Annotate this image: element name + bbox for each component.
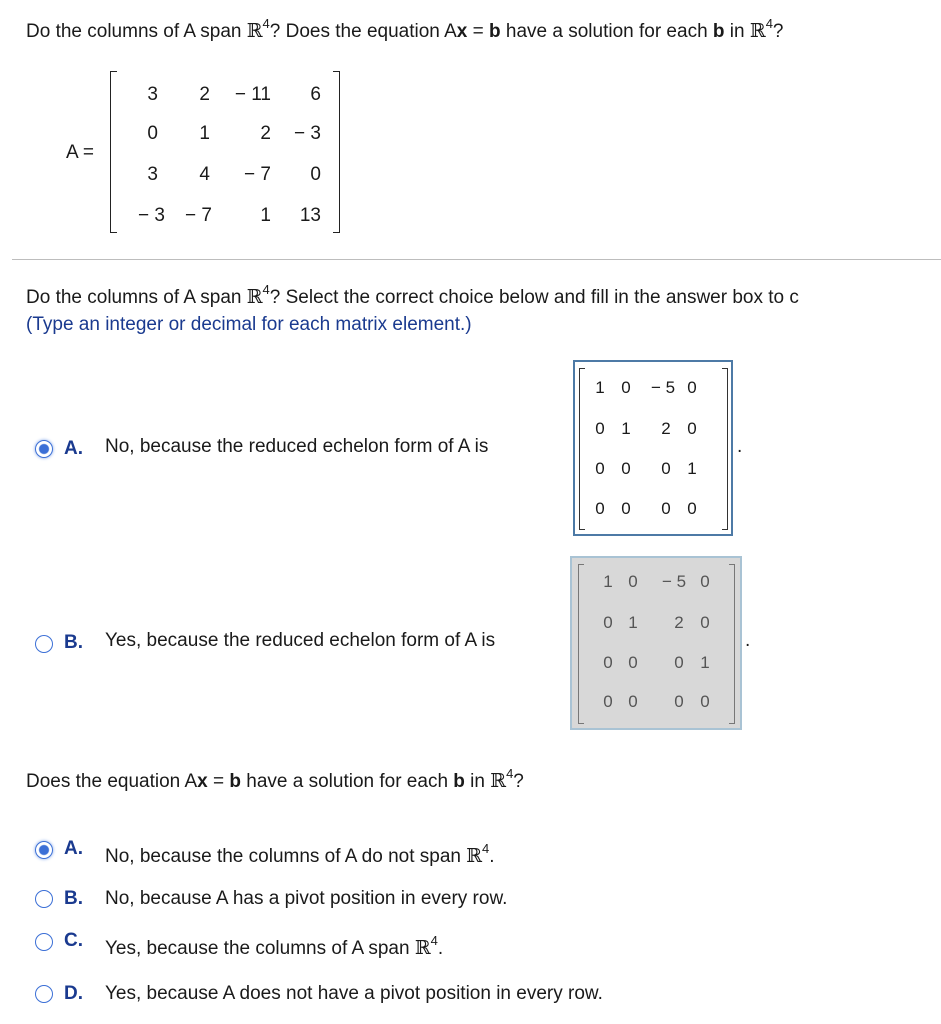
q1-option-b-matrix-box <box>570 556 742 730</box>
q1-option-a-period: . <box>737 436 743 457</box>
q1-a-right-bracket <box>722 368 728 530</box>
q1-b-cell-input[interactable]: 0 <box>674 692 684 711</box>
matrix-a-cell: − 3 <box>294 123 321 144</box>
q1-a-cell-input[interactable]: 2 <box>661 419 671 438</box>
q1-a-cell-input[interactable]: 0 <box>661 459 671 478</box>
q1-a-cell-input[interactable]: 0 <box>595 419 605 438</box>
matrix-a-cell: 4 <box>199 164 210 185</box>
q2-option-d-radio[interactable] <box>35 985 53 1003</box>
q1-a-cell-input[interactable]: 1 <box>687 459 697 478</box>
matrix-a-cell: 0 <box>147 123 158 144</box>
section-divider <box>12 259 941 260</box>
q2-option-c-radio[interactable] <box>35 933 53 951</box>
matrix-a-cell: − 7 <box>244 164 271 185</box>
matrix-a-cell: 1 <box>260 205 271 226</box>
q1-a-left-bracket <box>579 368 585 530</box>
q2-option-b-radio[interactable] <box>35 890 53 908</box>
q1-a-cell-input[interactable]: 1 <box>621 419 631 438</box>
matrix-a-cell: − 3 <box>138 205 165 226</box>
q2-prompt: Does the equation Ax = b have a solution for each b in ℝ$^4$? <box>26 766 524 792</box>
q1-a-cell-input[interactable]: 0 <box>621 459 631 478</box>
q1-option-b-text: Yes, because the reduced echelon form of A is <box>105 630 496 651</box>
q2-option-d-text: Yes, because A does not have a pivot position in every row. <box>105 983 603 1004</box>
matrix-a-cell: 13 <box>299 205 321 226</box>
q1-b-cell-input[interactable]: 1 <box>700 653 710 672</box>
q2-option-a-text: No, because the columns of A do not span ℝ$^4$. <box>105 841 495 867</box>
q1-option-a-text: No, because the reduced echelon form of A is <box>105 436 489 457</box>
matrix-a-cell: 2 <box>260 123 271 144</box>
matrix-a-left-bracket <box>110 71 117 233</box>
q1-b-cell-input[interactable]: 0 <box>700 613 710 632</box>
matrix-a-cell: 3 <box>147 84 158 105</box>
q1-a-cell-input[interactable]: 1 <box>595 378 605 397</box>
main-question: Do the columns of A span ℝ$^4$? Does the equation Ax = b have a solution for each b in ℝ$^4$? <box>26 16 784 42</box>
q1-option-a-letter: A. <box>64 438 83 459</box>
q1-b-cell-input[interactable]: 0 <box>603 692 613 711</box>
matrix-a-cell: 1 <box>199 123 210 144</box>
q1-b-cell-input[interactable]: 1 <box>628 613 638 632</box>
q2-option-a-radio[interactable] <box>35 841 53 859</box>
q1-a-cell-input[interactable]: 0 <box>661 499 671 518</box>
q1-option-b-radio[interactable] <box>35 635 53 653</box>
q1-b-cell-input[interactable]: 0 <box>700 692 710 711</box>
q1-b-cell-input[interactable]: 2 <box>674 613 684 632</box>
q1-b-cell-input[interactable]: 0 <box>603 613 613 632</box>
q1-option-a-radio[interactable] <box>35 440 53 458</box>
q1-a-cell-input[interactable]: 0 <box>595 459 605 478</box>
q2-option-c-text: Yes, because the columns of A span ℝ$^4$. <box>105 933 444 959</box>
q2-option-c-letter: C. <box>64 930 83 951</box>
q2-option-d-letter: D. <box>64 983 83 1004</box>
q1-b-cell-input[interactable]: − 5 <box>661 572 687 591</box>
q1-b-cell-input[interactable]: 0 <box>628 572 638 591</box>
q1-a-cell-input[interactable]: 0 <box>621 499 631 518</box>
matrix-a-cell: − 11 <box>234 84 271 105</box>
q1-b-right-bracket <box>729 564 735 724</box>
matrix-a-cell: 0 <box>310 164 321 185</box>
q1-a-cell-input[interactable]: 0 <box>595 499 605 518</box>
q1-a-cell-input[interactable]: 0 <box>687 419 697 438</box>
q1-a-cell-input[interactable]: 0 <box>687 499 697 518</box>
q1-b-left-bracket <box>578 564 584 724</box>
q2-option-b-letter: B. <box>64 888 83 909</box>
q2-option-a-letter: A. <box>64 838 83 859</box>
q1-b-cell-input[interactable]: 0 <box>700 572 710 591</box>
q1-prompt: Do the columns of A span ℝ$^4$? Select the correct choice below and fill in the answer box to c <box>26 282 799 308</box>
q1-option-a-matrix-box <box>573 360 733 536</box>
matrix-a-label: A = <box>66 142 94 163</box>
matrix-a-cell: − 7 <box>185 205 212 226</box>
matrix-a-cell: 2 <box>199 84 210 105</box>
q1-a-cell-input[interactable]: 0 <box>621 378 631 397</box>
q1-option-b-period: . <box>745 630 751 651</box>
matrix-a-cell: 6 <box>310 84 321 105</box>
q1-b-cell-input[interactable]: 0 <box>628 692 638 711</box>
q1-b-cell-input[interactable]: 0 <box>603 653 613 672</box>
matrix-a-right-bracket <box>333 71 340 233</box>
q1-b-cell-input[interactable]: 1 <box>603 572 613 591</box>
q1-a-cell-input[interactable]: 0 <box>687 378 697 397</box>
q2-option-b-text: No, because A has a pivot position in every row. <box>105 888 508 909</box>
q1-a-cell-input[interactable]: − 5 <box>650 378 676 397</box>
matrix-a-cell: 3 <box>147 164 158 185</box>
q1-instruction: (Type an integer or decimal for each matrix element.) <box>26 314 472 335</box>
q1-b-cell-input[interactable]: 0 <box>628 653 638 672</box>
q1-b-cell-input[interactable]: 0 <box>674 653 684 672</box>
q1-option-b-letter: B. <box>64 632 83 653</box>
